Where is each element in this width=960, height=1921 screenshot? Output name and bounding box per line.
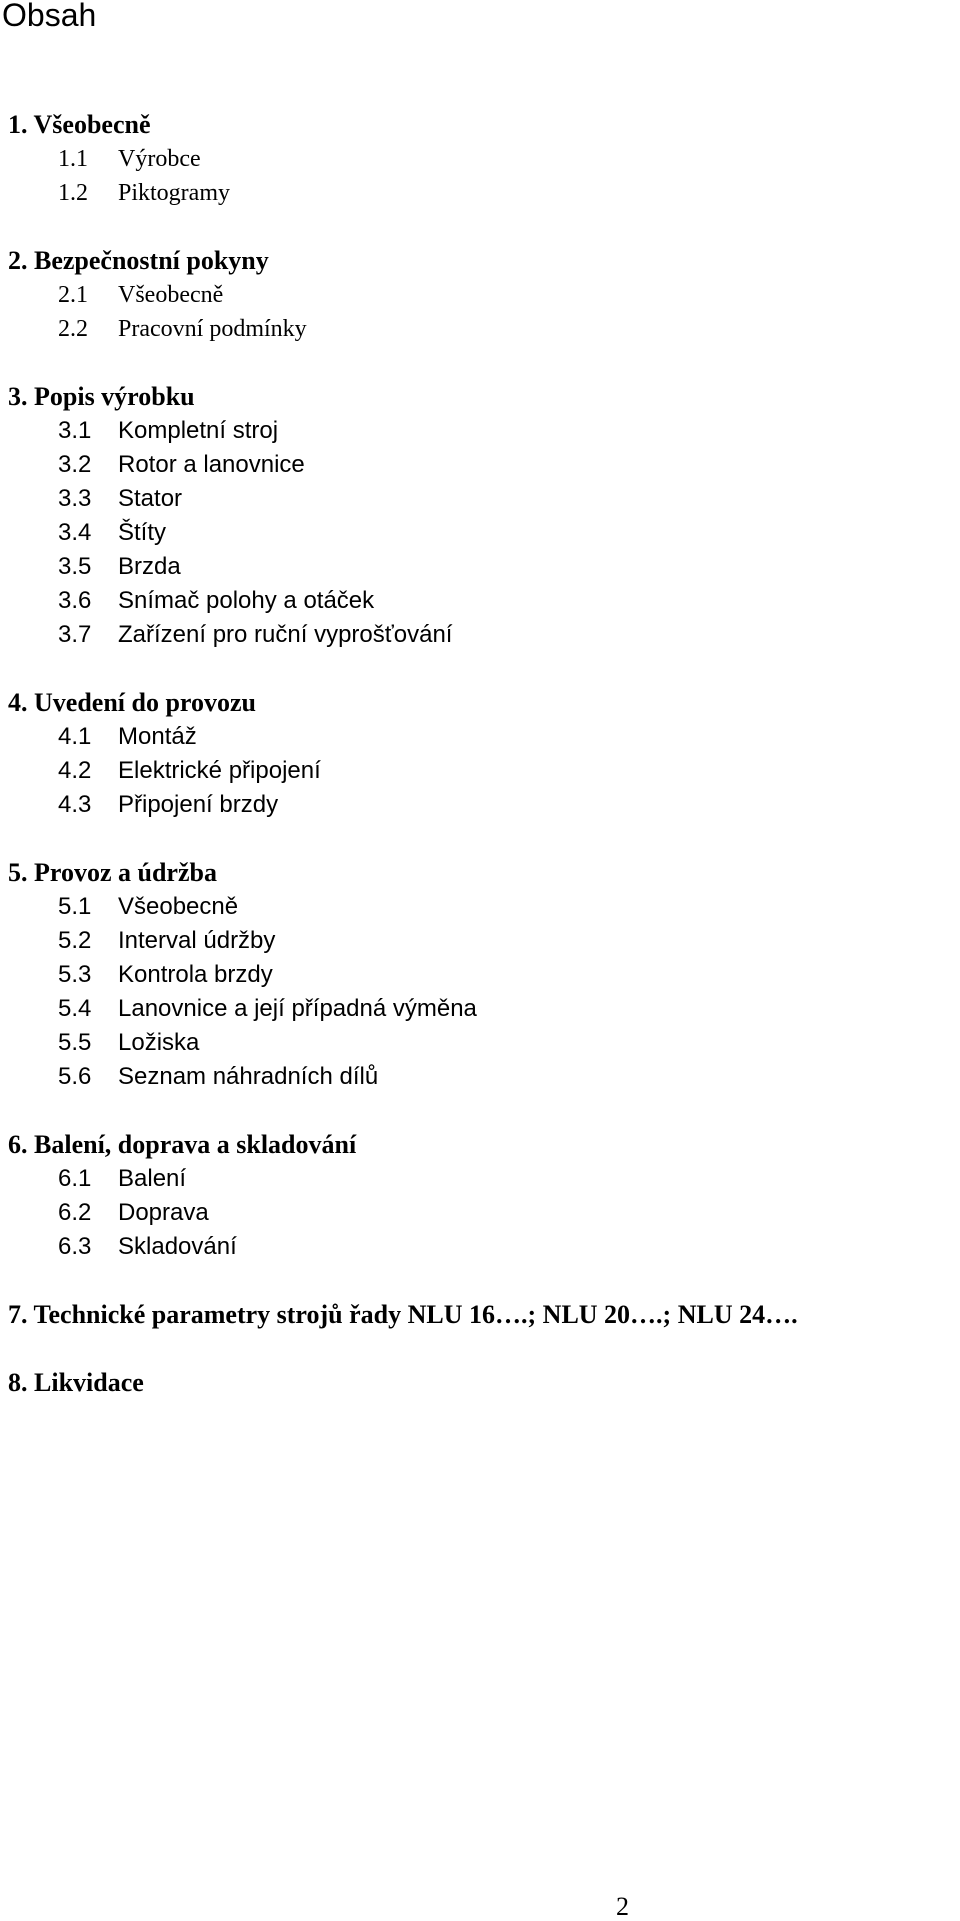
toc-item-number: 3.4	[58, 519, 92, 546]
toc-item	[8, 312, 958, 346]
toc-section	[8, 380, 958, 652]
toc-item	[8, 550, 958, 584]
toc-item-label: Interval údržby	[118, 927, 276, 954]
toc-section-number: 1.	[8, 110, 28, 139]
toc-section	[8, 1366, 958, 1400]
toc-item-label: Zařízení pro ruční vyprošťování	[118, 621, 453, 648]
toc-section-number: 7.	[8, 1300, 28, 1329]
toc-item	[8, 448, 958, 482]
toc-item-number: 2.2	[58, 316, 88, 342]
toc-section-title	[8, 380, 958, 414]
toc-section	[8, 686, 958, 822]
page-title: Obsah	[2, 0, 97, 33]
toc-item-number: 6.3	[58, 1233, 92, 1260]
table-of-contents	[8, 108, 958, 1434]
toc-item-number: 4.3	[58, 791, 92, 818]
toc-item-number: 5.1	[58, 893, 92, 920]
toc-item	[8, 992, 958, 1026]
toc-item	[8, 1060, 958, 1094]
toc-section-label: Provoz a údržba	[34, 858, 217, 887]
toc-item-label: Připojení brzdy	[118, 791, 279, 818]
toc-item-number: 5.2	[58, 927, 92, 954]
toc-section-label: Popis výrobku	[34, 382, 195, 411]
toc-item-number: 3.2	[58, 451, 92, 478]
toc-item-label: Pracovní podmínky	[118, 316, 307, 342]
toc-item-label: Štíty	[118, 519, 167, 546]
toc-item	[8, 618, 958, 652]
toc-item-number: 5.5	[58, 1029, 92, 1056]
toc-section-label: Všeobecně	[33, 110, 151, 139]
toc-item-number: 4.2	[58, 757, 92, 784]
toc-section	[8, 1128, 958, 1264]
toc-item-number: 6.1	[58, 1165, 92, 1192]
toc-section-title	[8, 686, 958, 720]
toc-item-label: Elektrické připojení	[118, 757, 321, 784]
toc-item	[8, 754, 958, 788]
toc-item-number: 5.6	[58, 1063, 92, 1090]
toc-item-number: 3.1	[58, 417, 92, 444]
toc-item	[8, 890, 958, 924]
toc-section-number: 2.	[8, 246, 28, 275]
toc-item-label: Seznam náhradních dílů	[118, 1063, 379, 1090]
toc-item-number: 1.2	[58, 180, 88, 206]
toc-section-label: Technické parametry strojů řady NLU 16….; NLU 20….; NLU 24….	[33, 1300, 798, 1329]
toc-item-label: Kompletní stroj	[118, 417, 279, 444]
toc-item-label: Ložiska	[118, 1029, 200, 1056]
page-number: 2	[616, 1892, 629, 1921]
toc-item	[8, 958, 958, 992]
toc-section-title	[8, 856, 958, 890]
toc-section-number: 6.	[8, 1130, 28, 1159]
toc-section-number: 5.	[8, 858, 28, 887]
toc-item	[8, 142, 958, 176]
toc-item-number: 1.1	[58, 146, 88, 172]
toc-item-label: Všeobecně	[118, 282, 224, 308]
toc-item	[8, 584, 958, 618]
toc-section-label: Balení, doprava a skladování	[34, 1130, 357, 1159]
toc-section-number: 4.	[8, 688, 28, 717]
toc-section-title	[8, 1366, 958, 1400]
toc-item-label: Doprava	[118, 1199, 209, 1226]
toc-section-label: Uvedení do provozu	[34, 688, 256, 717]
toc-item	[8, 1162, 958, 1196]
toc-section	[8, 108, 958, 210]
toc-section	[8, 1298, 958, 1332]
toc-item	[8, 516, 958, 550]
toc-item-number: 5.4	[58, 995, 92, 1022]
toc-item-label: Balení	[118, 1165, 187, 1192]
toc-section-title	[8, 108, 958, 142]
toc-item-number: 5.3	[58, 961, 92, 988]
toc-section-number: 3.	[8, 382, 28, 411]
toc-item	[8, 924, 958, 958]
toc-item	[8, 176, 958, 210]
toc-item-label: Lanovnice a její případná výměna	[118, 995, 477, 1022]
toc-item-number: 3.6	[58, 587, 92, 614]
toc-section-label: Bezpečnostní pokyny	[34, 246, 269, 275]
toc-item-number: 3.7	[58, 621, 92, 648]
toc-item-label: Všeobecně	[118, 893, 239, 920]
toc-item-number: 4.1	[58, 723, 92, 750]
toc-item-label: Kontrola brzdy	[118, 961, 273, 988]
toc-item	[8, 1230, 958, 1264]
toc-section-number: 8.	[8, 1368, 28, 1397]
toc-item-number: 2.1	[58, 282, 88, 308]
toc-item	[8, 414, 958, 448]
toc-item-label: Snímač polohy a otáček	[118, 587, 375, 614]
toc-section	[8, 856, 958, 1094]
toc-item-label: Montáž	[118, 723, 197, 750]
toc-section-label: Likvidace	[34, 1368, 144, 1397]
toc-item	[8, 278, 958, 312]
toc-item	[8, 1026, 958, 1060]
toc-item	[8, 788, 958, 822]
toc-item	[8, 482, 958, 516]
toc-item	[8, 1196, 958, 1230]
toc-item-number: 3.5	[58, 553, 92, 580]
toc-item-label: Rotor a lanovnice	[118, 451, 305, 478]
toc-item-label: Stator	[118, 485, 183, 512]
toc-item-number: 3.3	[58, 485, 92, 512]
toc-item-label: Výrobce	[118, 146, 201, 172]
toc-item-label: Skladování	[118, 1233, 237, 1260]
toc-section-title	[8, 244, 958, 278]
toc-item-number: 6.2	[58, 1199, 92, 1226]
toc-section-title	[8, 1128, 958, 1162]
toc-section	[8, 244, 958, 346]
toc-item-label: Brzda	[118, 553, 181, 580]
toc-item	[8, 720, 958, 754]
toc-item-label: Piktogramy	[118, 180, 230, 206]
toc-section-title	[8, 1298, 958, 1332]
